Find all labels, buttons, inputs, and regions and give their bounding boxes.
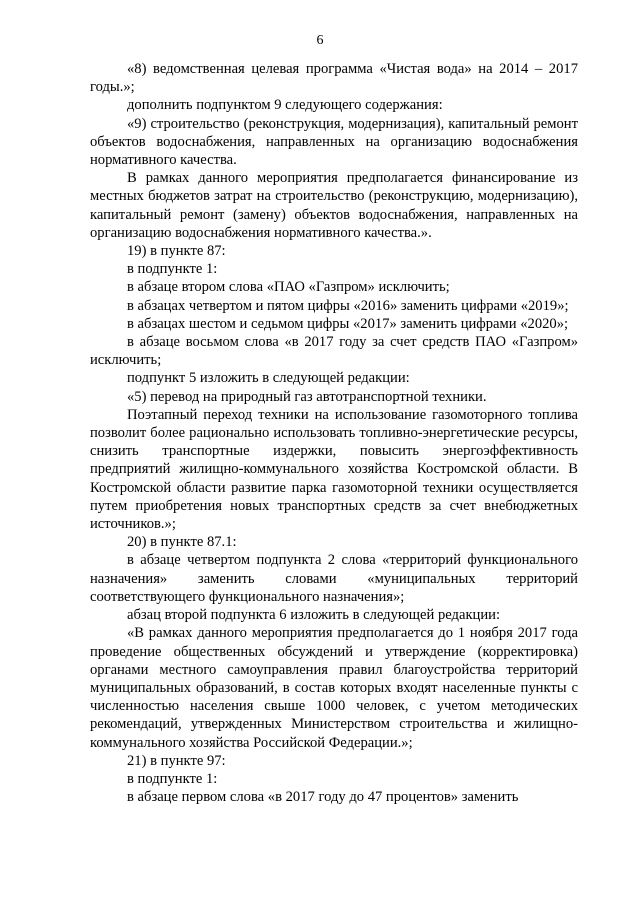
paragraph: дополнить подпунктом 9 следующего содержания: [127, 97, 443, 114]
paragraph: в абзаце восьмом слова «в 2017 году за счет средств ПАО «Газпром» исключить; [90, 334, 578, 369]
paragraph: «9) строительство (реконструкция, модернизация), капитальный ремонт объектов водоснабжения, направленных на организацию водоснабжения нормативного качества. [90, 115, 578, 169]
paragraph: В рамках данного мероприятия предполагается финансирование из местных бюджетов затрат на строительство (реконструкцию, модернизацию), капитальный ремонт (замену) объектов водоснабжения, направленных на организацию водоснабжения нормативного качества.». [90, 170, 578, 241]
paragraph: в абзаце втором слова «ПАО «Газпром» исключить; [127, 279, 450, 296]
page-number: 6 [316, 33, 324, 48]
paragraph: в абзаце четвертом подпункта 2 слова «территорий функционального назначения» заменить словами «муниципальных территорий соответствующего функционального назначения»; [90, 552, 578, 605]
document-body [90, 60, 578, 806]
paragraph: в подпункте 1: [127, 261, 218, 278]
paragraph: «В рамках данного мероприятия предполагается до 1 ноября 2017 года проведение общественных обсуждений и утверждение (корректировка) органами местного самоуправления правил благоустройства территорий муниципальных образований, в состав которых входят населенные пункты с численностью населения свыше 1000 человек, с учетом методических рекомендаций, утвержденных Министерством строительства и жилищно-коммунального хозяйства Российской Федерации.»; [90, 625, 578, 751]
paragraph: подпункт 5 изложить в следующей редакции: [127, 370, 410, 387]
paragraph: в абзаце первом слова «в 2017 году до 47 процентов» заменить [127, 789, 519, 806]
paragraph: 21) в пункте 97: [127, 752, 226, 769]
paragraph: 19) в пункте 87: [127, 243, 226, 260]
paragraph: в абзацах шестом и седьмом цифры «2017» заменить цифрами «2020»; [127, 315, 569, 332]
paragraph: «8) ведомственная целевая программа «Чистая вода» на 2014 – 2017 годы.»; [90, 61, 578, 96]
paragraph: Поэтапный переход техники на использование газомоторного топлива позволит более рационально использовать топливно-энергетические ресурсы, снизить транспортные издержки, повысить энергоэффективность предприятий жилищно-коммунального хозяйства Костромской области. В Костромской области развитие парка газомоторной техники осуществляется путем приобретения новых транспортных средств за счет внебюджетных источников.»; [90, 406, 578, 533]
paragraph: абзац второй подпункта 6 изложить в следующей редакции: [127, 607, 501, 624]
paragraph: «5) перевод на природный газ автотранспортной техники. [127, 388, 487, 405]
paragraph: в подпункте 1: [127, 770, 218, 787]
paragraph: 20) в пункте 87.1: [127, 534, 237, 551]
paragraph: в абзацах четвертом и пятом цифры «2016» заменить цифрами «2019»; [127, 297, 569, 314]
